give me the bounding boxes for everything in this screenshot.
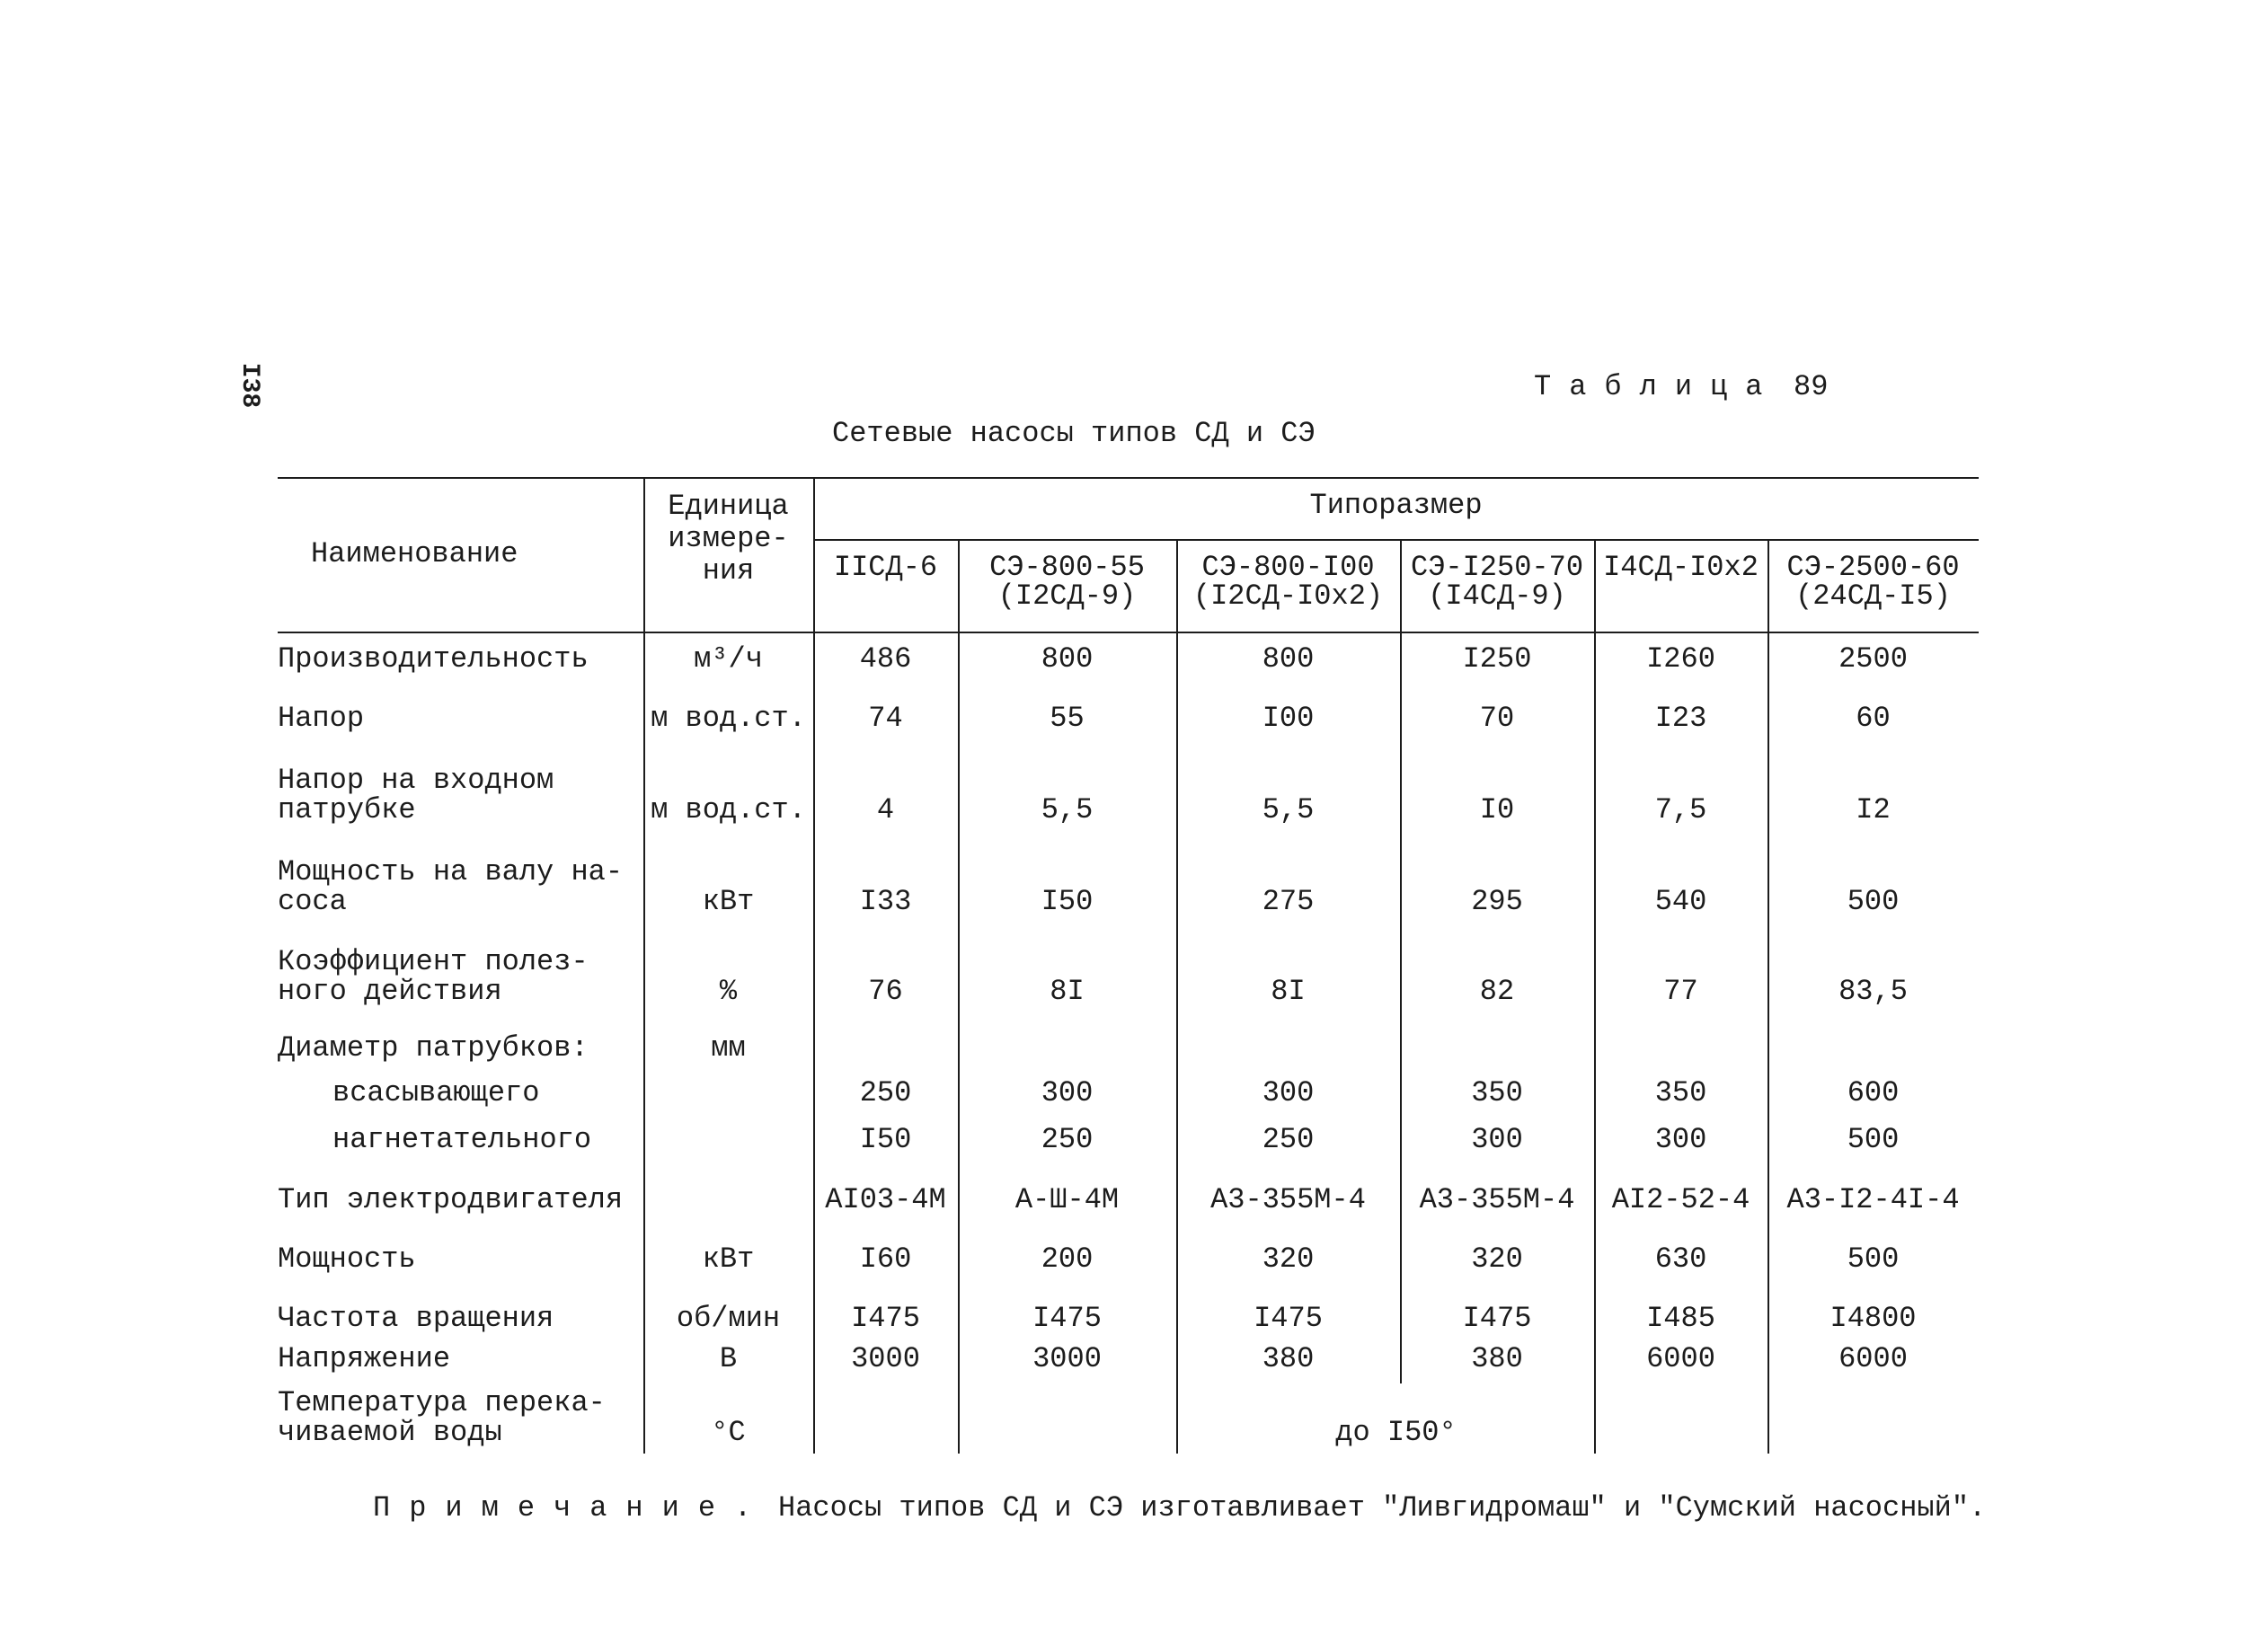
row-unit: м вод.ст. [651, 793, 806, 826]
header-model [813, 553, 958, 582]
row-value: I50 [1041, 885, 1094, 918]
row-name [278, 1388, 643, 1447]
row-name [278, 947, 643, 1006]
header-model-line: СЭ-800-55 [989, 551, 1145, 584]
row-value: 60 [1856, 702, 1891, 735]
row-value: I475 [1462, 1302, 1532, 1335]
row-value: 70 [1479, 702, 1515, 735]
row-value: 76 [868, 975, 903, 1008]
header-model-line: (I2СД-I0х2) [1192, 579, 1384, 613]
row-name: Тип электродвигателя [278, 1183, 624, 1216]
row-value: I00 [1262, 702, 1315, 735]
row-value: 74 [868, 702, 903, 735]
row-value: АI2-52-4 [1611, 1183, 1750, 1216]
row-value: I475 [851, 1302, 920, 1335]
row-value: 800 [1041, 642, 1094, 676]
header-model [1594, 553, 1767, 582]
row-value: А3-355М-4 [1419, 1183, 1575, 1216]
row-name [278, 765, 643, 825]
row-value: 320 [1471, 1242, 1523, 1276]
row-value: 250 [859, 1076, 912, 1109]
row-value: 500 [1847, 885, 1900, 918]
row-value: 500 [1847, 1123, 1900, 1156]
row-name-line: соса [278, 885, 347, 918]
header-unit-line: ния [702, 554, 755, 588]
row-value: 320 [1262, 1242, 1315, 1276]
header-size-group: Типоразмер [1309, 489, 1483, 522]
header-model [1767, 553, 1979, 611]
row-value: 6000 [1838, 1342, 1908, 1375]
row-unit: кВт [702, 885, 755, 918]
row-value: 295 [1471, 885, 1523, 918]
table-label: Таблица [1534, 370, 1781, 403]
row-value: 630 [1654, 1242, 1707, 1276]
row-unit: об/мин [676, 1302, 781, 1335]
row-value: 300 [1471, 1123, 1523, 1156]
header-model [1400, 553, 1594, 611]
header-model-line: СЭ-800-I00 [1201, 551, 1375, 584]
header-model-line: I4СД-I0х2 [1603, 551, 1759, 584]
row-name: Напряжение [278, 1342, 451, 1375]
row-name-line: ного действия [278, 975, 502, 1008]
row-span-value: до I50° [1335, 1416, 1457, 1449]
row-value: I475 [1254, 1302, 1323, 1335]
row-name: Напор [278, 702, 365, 735]
row-value: 8I [1050, 975, 1085, 1008]
row-value: I0 [1479, 793, 1515, 826]
header-bottom-rule [278, 632, 1979, 633]
row-unit: м³/ч [694, 642, 763, 676]
row-value: АI03-4М [825, 1183, 946, 1216]
table-row [0, 947, 2268, 1006]
row-value: 540 [1654, 885, 1707, 918]
header-model-line: СЭ-2500-60 [1786, 551, 1960, 584]
row-value: 6000 [1646, 1342, 1715, 1375]
row-value: I260 [1646, 642, 1715, 676]
row-value: 77 [1663, 975, 1698, 1008]
row-value: I4800 [1829, 1302, 1917, 1335]
table-row [0, 1244, 2268, 1304]
row-value: А-Ш-4М [1014, 1183, 1120, 1216]
size-group-rule [813, 539, 1979, 541]
header-unit-line: Единица [668, 490, 789, 523]
row-value: 55 [1050, 702, 1085, 735]
row-value: I33 [859, 885, 912, 918]
row-value: I23 [1654, 702, 1707, 735]
row-name-line: Коэффициент полез- [278, 945, 589, 978]
row-name [278, 857, 643, 916]
row-unit: В [719, 1342, 738, 1375]
table-row [0, 1125, 2268, 1184]
row-value: I250 [1462, 642, 1532, 676]
row-name-line: Температура перека- [278, 1386, 606, 1419]
row-value: 5,5 [1262, 793, 1315, 826]
table-row [0, 765, 2268, 825]
row-value: 275 [1262, 885, 1315, 918]
header-model-line: (24СД-I5) [1795, 579, 1951, 613]
row-value: 500 [1847, 1242, 1900, 1276]
row-value: 300 [1654, 1123, 1707, 1156]
table-row [0, 857, 2268, 916]
row-value: 82 [1479, 975, 1515, 1008]
row-name: Производительность [278, 642, 589, 676]
row-value: I475 [1032, 1302, 1102, 1335]
row-unit: % [719, 975, 738, 1008]
row-value: 7,5 [1654, 793, 1707, 826]
row-unit: м вод.ст. [651, 702, 806, 735]
header-model-line: IIСД-6 [833, 551, 938, 584]
row-value: 250 [1262, 1123, 1315, 1156]
row-name-line: чиваемой воды [278, 1416, 502, 1449]
header-name: Наименование [311, 537, 518, 570]
page-number: I38 [235, 362, 264, 409]
header-unit [643, 491, 813, 588]
header-model [1176, 553, 1400, 611]
row-value: 2500 [1838, 642, 1908, 676]
table-row [0, 644, 2268, 703]
row-value: 3000 [1032, 1342, 1102, 1375]
row-unit: °С [711, 1416, 746, 1449]
row-value: I485 [1646, 1302, 1715, 1335]
table-title: Сетевые насосы типов СД и СЭ [832, 417, 1316, 450]
row-value: 3000 [851, 1342, 920, 1375]
table-number: 89 [1794, 370, 1829, 403]
table-top-rule [278, 477, 1979, 479]
row-name: Мощность [278, 1242, 416, 1276]
row-name: Частота вращения [278, 1302, 554, 1335]
row-value: 250 [1041, 1123, 1094, 1156]
row-name: нагнетательного [332, 1123, 592, 1156]
row-value: 486 [859, 642, 912, 676]
row-value: 300 [1262, 1076, 1315, 1109]
row-value: А3-I2-4I-4 [1786, 1183, 1960, 1216]
row-value: 4 [876, 793, 895, 826]
row-name: Диаметр патрубков: [278, 1031, 589, 1065]
row-value: 350 [1654, 1076, 1707, 1109]
header-model [958, 553, 1176, 611]
row-value: 380 [1471, 1342, 1523, 1375]
row-value: I60 [859, 1242, 912, 1276]
row-unit: мм [711, 1031, 746, 1065]
row-value: I2 [1856, 793, 1891, 826]
row-name-line: патрубке [278, 793, 416, 826]
note-text: Насосы типов СД и СЭ изготавливает "Ливгидромаш" и "Сумский насосный". [778, 1491, 1987, 1525]
table-row [0, 1388, 2268, 1447]
note-label: Примечание. [373, 1491, 771, 1525]
header-model-line: (I4СД-9) [1428, 579, 1566, 613]
row-value: 83,5 [1838, 975, 1908, 1008]
row-value: 600 [1847, 1076, 1900, 1109]
table-row [0, 703, 2268, 763]
row-value: А3-355М-4 [1210, 1183, 1366, 1216]
row-value: 300 [1041, 1076, 1094, 1109]
row-name-line: Мощность на валу на- [278, 855, 624, 888]
row-value: 350 [1471, 1076, 1523, 1109]
row-name: всасывающего [332, 1076, 540, 1109]
row-value: 5,5 [1041, 793, 1094, 826]
row-value: 8I [1271, 975, 1306, 1008]
row-name-line: Напор на входном [278, 764, 554, 797]
row-value: 800 [1262, 642, 1315, 676]
row-value: 380 [1262, 1342, 1315, 1375]
header-model-line: (I2СД-9) [997, 579, 1137, 613]
row-value: I50 [859, 1123, 912, 1156]
row-value: 200 [1041, 1242, 1094, 1276]
row-unit: кВт [702, 1242, 755, 1276]
table-row [0, 1185, 2268, 1244]
header-model-line: СЭ-I250-70 [1410, 551, 1584, 584]
header-unit-line: измере- [668, 522, 789, 555]
